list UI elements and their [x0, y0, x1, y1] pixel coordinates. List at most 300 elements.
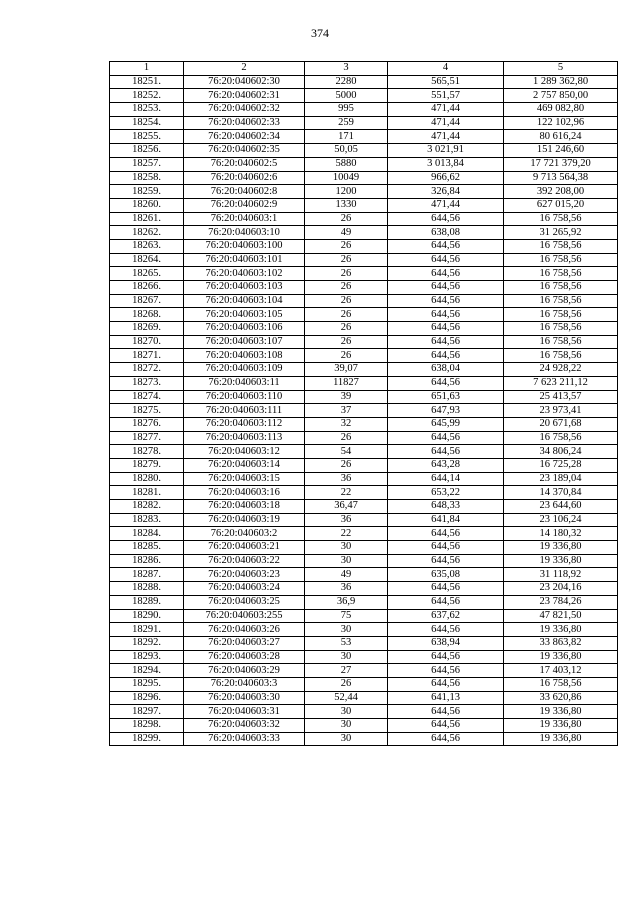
- rate-cell: 653,22: [388, 486, 504, 500]
- value-cell: 392 208,00: [504, 185, 618, 199]
- table-row: [110, 130, 618, 144]
- value-cell: 122 102,96: [504, 116, 618, 130]
- table-row: [110, 719, 618, 733]
- area-cell: 30: [305, 623, 388, 637]
- rate-cell: 644,56: [388, 705, 504, 719]
- rate-cell: 644,56: [388, 719, 504, 733]
- table-row: [110, 157, 618, 171]
- header-cell: 2: [184, 62, 305, 76]
- cadastral-number-cell: 76:20:040603:24: [184, 582, 305, 596]
- value-cell: 80 616,24: [504, 130, 618, 144]
- row-number-cell: 18275.: [110, 404, 184, 418]
- row-number-cell: 18263.: [110, 239, 184, 253]
- cadastral-number-cell: 76:20:040603:30: [184, 691, 305, 705]
- area-cell: 26: [305, 335, 388, 349]
- area-cell: 39,07: [305, 363, 388, 377]
- area-cell: 259: [305, 116, 388, 130]
- area-cell: 36: [305, 472, 388, 486]
- row-number-cell: 18293.: [110, 650, 184, 664]
- rate-cell: 644,56: [388, 527, 504, 541]
- rate-cell: 644,56: [388, 239, 504, 253]
- area-cell: 50,05: [305, 144, 388, 158]
- table-row: [110, 732, 618, 746]
- row-number-cell: 18288.: [110, 582, 184, 596]
- value-cell: 25 413,57: [504, 390, 618, 404]
- cadastral-number-cell: 76:20:040603:21: [184, 541, 305, 555]
- row-number-cell: 18260.: [110, 198, 184, 212]
- rate-cell: 644,56: [388, 267, 504, 281]
- row-number-cell: 18279.: [110, 458, 184, 472]
- row-number-cell: 18280.: [110, 472, 184, 486]
- cadastral-number-cell: 76:20:040603:107: [184, 335, 305, 349]
- value-cell: 16 758,56: [504, 281, 618, 295]
- row-number-cell: 18278.: [110, 445, 184, 459]
- rate-cell: 644,56: [388, 623, 504, 637]
- cadastral-number-cell: 76:20:040603:26: [184, 623, 305, 637]
- row-number-cell: 18273.: [110, 376, 184, 390]
- value-cell: 16 758,56: [504, 212, 618, 226]
- table-row: [110, 417, 618, 431]
- table-row: [110, 404, 618, 418]
- rate-cell: 644,56: [388, 376, 504, 390]
- cadastral-number-cell: 76:20:040603:2: [184, 527, 305, 541]
- area-cell: 52,44: [305, 691, 388, 705]
- table-row: [110, 171, 618, 185]
- rate-cell: 3 021,91: [388, 144, 504, 158]
- value-cell: 16 725,28: [504, 458, 618, 472]
- value-cell: 19 336,80: [504, 732, 618, 746]
- cadastral-number-cell: 76:20:040603:112: [184, 417, 305, 431]
- rate-cell: 644,56: [388, 650, 504, 664]
- value-cell: 33 620,86: [504, 691, 618, 705]
- row-number-cell: 18267.: [110, 294, 184, 308]
- rate-cell: 644,56: [388, 582, 504, 596]
- rate-cell: 643,28: [388, 458, 504, 472]
- table-row: [110, 89, 618, 103]
- cadastral-number-cell: 76:20:040603:11: [184, 376, 305, 390]
- value-cell: 2 757 850,00: [504, 89, 618, 103]
- value-cell: 23 973,41: [504, 404, 618, 418]
- rate-cell: 647,93: [388, 404, 504, 418]
- rate-cell: 641,13: [388, 691, 504, 705]
- row-number-cell: 18285.: [110, 541, 184, 555]
- table-row: [110, 527, 618, 541]
- cadastral-number-cell: 76:20:040603:102: [184, 267, 305, 281]
- value-cell: 19 336,80: [504, 705, 618, 719]
- area-cell: 30: [305, 719, 388, 733]
- value-cell: 16 758,56: [504, 677, 618, 691]
- rate-cell: 471,44: [388, 130, 504, 144]
- area-cell: 26: [305, 212, 388, 226]
- value-cell: 31 265,92: [504, 226, 618, 240]
- cadastral-number-cell: 76:20:040603:28: [184, 650, 305, 664]
- row-number-cell: 18269.: [110, 322, 184, 336]
- value-cell: 16 758,56: [504, 294, 618, 308]
- value-cell: 14 370,84: [504, 486, 618, 500]
- cadastral-number-cell: 76:20:040603:31: [184, 705, 305, 719]
- table-row: [110, 554, 618, 568]
- cadastral-number-cell: 76:20:040603:29: [184, 664, 305, 678]
- value-cell: 47 821,50: [504, 609, 618, 623]
- row-number-cell: 18256.: [110, 144, 184, 158]
- area-cell: 26: [305, 349, 388, 363]
- cadastral-number-cell: 76:20:040603:15: [184, 472, 305, 486]
- area-cell: 26: [305, 239, 388, 253]
- table-row: [110, 609, 618, 623]
- row-number-cell: 18252.: [110, 89, 184, 103]
- rate-cell: 644,56: [388, 732, 504, 746]
- cadastral-number-cell: 76:20:040603:101: [184, 253, 305, 267]
- row-number-cell: 18255.: [110, 130, 184, 144]
- cadastral-number-cell: 76:20:040603:25: [184, 595, 305, 609]
- row-number-cell: 18284.: [110, 527, 184, 541]
- rate-cell: 326,84: [388, 185, 504, 199]
- table-row: [110, 568, 618, 582]
- area-cell: 54: [305, 445, 388, 459]
- area-cell: 30: [305, 732, 388, 746]
- row-number-cell: 18291.: [110, 623, 184, 637]
- area-cell: 10049: [305, 171, 388, 185]
- table-row: [110, 75, 618, 89]
- cadastral-number-cell: 76:20:040603:27: [184, 636, 305, 650]
- value-cell: 16 758,56: [504, 267, 618, 281]
- row-number-cell: 18292.: [110, 636, 184, 650]
- page-number: 374: [311, 26, 329, 40]
- table-row: [110, 691, 618, 705]
- cadastral-number-cell: 76:20:040603:108: [184, 349, 305, 363]
- table-row: [110, 239, 618, 253]
- rate-cell: 471,44: [388, 198, 504, 212]
- value-cell: 7 623 211,12: [504, 376, 618, 390]
- table-row: [110, 582, 618, 596]
- row-number-cell: 18264.: [110, 253, 184, 267]
- area-cell: 30: [305, 554, 388, 568]
- row-number-cell: 18281.: [110, 486, 184, 500]
- value-cell: 24 928,22: [504, 363, 618, 377]
- value-cell: 151 246,60: [504, 144, 618, 158]
- cadastral-number-cell: 76:20:040603:104: [184, 294, 305, 308]
- area-cell: 26: [305, 267, 388, 281]
- header-cell: 3: [305, 62, 388, 76]
- row-number-cell: 18276.: [110, 417, 184, 431]
- area-cell: 30: [305, 650, 388, 664]
- table-row: [110, 486, 618, 500]
- area-cell: 1330: [305, 198, 388, 212]
- value-cell: 19 336,80: [504, 719, 618, 733]
- table-row: [110, 144, 618, 158]
- table-row: [110, 185, 618, 199]
- table-row: [110, 664, 618, 678]
- area-cell: 49: [305, 568, 388, 582]
- cadastral-number-cell: 76:20:040603:14: [184, 458, 305, 472]
- value-cell: 16 758,56: [504, 349, 618, 363]
- table-row: [110, 308, 618, 322]
- table-row: [110, 376, 618, 390]
- area-cell: 36,9: [305, 595, 388, 609]
- cadastral-number-cell: 76:20:040603:3: [184, 677, 305, 691]
- rate-cell: 638,94: [388, 636, 504, 650]
- value-cell: 16 758,56: [504, 308, 618, 322]
- cadastral-number-cell: 76:20:040603:100: [184, 239, 305, 253]
- table-row: [110, 294, 618, 308]
- table-row: [110, 226, 618, 240]
- value-cell: 627 015,20: [504, 198, 618, 212]
- area-cell: 11827: [305, 376, 388, 390]
- cadastral-number-cell: 76:20:040602:32: [184, 103, 305, 117]
- cadastral-number-cell: 76:20:040603:106: [184, 322, 305, 336]
- row-number-cell: 18290.: [110, 609, 184, 623]
- value-cell: 17 721 379,20: [504, 157, 618, 171]
- cadastral-number-cell: 76:20:040603:22: [184, 554, 305, 568]
- value-cell: 14 180,32: [504, 527, 618, 541]
- value-cell: 23 204,16: [504, 582, 618, 596]
- rate-cell: 644,56: [388, 541, 504, 555]
- row-number-cell: 18254.: [110, 116, 184, 130]
- area-cell: 2280: [305, 75, 388, 89]
- table-row: [110, 322, 618, 336]
- cadastral-number-cell: 76:20:040603:105: [184, 308, 305, 322]
- row-number-cell: 18261.: [110, 212, 184, 226]
- cadastral-number-cell: 76:20:040603:109: [184, 363, 305, 377]
- rate-cell: 635,08: [388, 568, 504, 582]
- row-number-cell: 18298.: [110, 719, 184, 733]
- table-row: [110, 349, 618, 363]
- table-row: [110, 431, 618, 445]
- rate-cell: 644,56: [388, 253, 504, 267]
- value-cell: 33 863,82: [504, 636, 618, 650]
- row-number-cell: 18262.: [110, 226, 184, 240]
- area-cell: 27: [305, 664, 388, 678]
- rate-cell: 644,56: [388, 281, 504, 295]
- row-number-cell: 18297.: [110, 705, 184, 719]
- rate-cell: 644,14: [388, 472, 504, 486]
- row-number-cell: 18271.: [110, 349, 184, 363]
- table-row: [110, 116, 618, 130]
- rate-cell: 644,56: [388, 445, 504, 459]
- rate-cell: 644,56: [388, 554, 504, 568]
- value-cell: 9 713 564,38: [504, 171, 618, 185]
- area-cell: 53: [305, 636, 388, 650]
- area-cell: 30: [305, 705, 388, 719]
- rate-cell: 471,44: [388, 103, 504, 117]
- table-row: [110, 541, 618, 555]
- row-number-cell: 18296.: [110, 691, 184, 705]
- row-number-cell: 18295.: [110, 677, 184, 691]
- area-cell: 171: [305, 130, 388, 144]
- row-number-cell: 18283.: [110, 513, 184, 527]
- value-cell: 19 336,80: [504, 623, 618, 637]
- cadastral-number-cell: 76:20:040602:8: [184, 185, 305, 199]
- value-cell: 23 644,60: [504, 500, 618, 514]
- value-cell: 1 289 362,80: [504, 75, 618, 89]
- rate-cell: 637,62: [388, 609, 504, 623]
- table-row: [110, 103, 618, 117]
- cadastral-number-cell: 76:20:040602:34: [184, 130, 305, 144]
- area-cell: 26: [305, 253, 388, 267]
- table-row: [110, 281, 618, 295]
- value-cell: 23 106,24: [504, 513, 618, 527]
- row-number-cell: 18268.: [110, 308, 184, 322]
- rate-cell: 471,44: [388, 116, 504, 130]
- rate-cell: 644,56: [388, 595, 504, 609]
- rate-cell: 648,33: [388, 500, 504, 514]
- cadastral-number-cell: 76:20:040603:12: [184, 445, 305, 459]
- rate-cell: 565,51: [388, 75, 504, 89]
- rate-cell: 644,56: [388, 212, 504, 226]
- row-number-cell: 18265.: [110, 267, 184, 281]
- area-cell: 37: [305, 404, 388, 418]
- table-body: [110, 75, 618, 746]
- row-number-cell: 18251.: [110, 75, 184, 89]
- table-row: [110, 390, 618, 404]
- cadastral-number-cell: 76:20:040603:32: [184, 719, 305, 733]
- rate-cell: 638,04: [388, 363, 504, 377]
- table-row: [110, 623, 618, 637]
- rate-cell: 651,63: [388, 390, 504, 404]
- area-cell: 26: [305, 281, 388, 295]
- rate-cell: 966,62: [388, 171, 504, 185]
- table-row: [110, 595, 618, 609]
- area-cell: 26: [305, 431, 388, 445]
- area-cell: 75: [305, 609, 388, 623]
- value-cell: 469 082,80: [504, 103, 618, 117]
- table-row: [110, 212, 618, 226]
- cadastral-number-cell: 76:20:040602:31: [184, 89, 305, 103]
- value-cell: 34 806,24: [504, 445, 618, 459]
- registry-table: [109, 61, 618, 746]
- area-cell: 26: [305, 294, 388, 308]
- area-cell: 5000: [305, 89, 388, 103]
- area-cell: 39: [305, 390, 388, 404]
- area-cell: 26: [305, 458, 388, 472]
- cadastral-number-cell: 76:20:040603:103: [184, 281, 305, 295]
- table-row: [110, 445, 618, 459]
- area-cell: 32: [305, 417, 388, 431]
- value-cell: 19 336,80: [504, 650, 618, 664]
- table-row: [110, 267, 618, 281]
- cadastral-number-cell: 76:20:040603:33: [184, 732, 305, 746]
- cadastral-number-cell: 76:20:040603:110: [184, 390, 305, 404]
- area-cell: 995: [305, 103, 388, 117]
- table-row: [110, 458, 618, 472]
- area-cell: 22: [305, 486, 388, 500]
- value-cell: 31 118,92: [504, 568, 618, 582]
- area-cell: 30: [305, 541, 388, 555]
- cadastral-number-cell: 76:20:040603:111: [184, 404, 305, 418]
- rate-cell: 638,08: [388, 226, 504, 240]
- rate-cell: 645,99: [388, 417, 504, 431]
- value-cell: 16 758,56: [504, 253, 618, 267]
- row-number-cell: 18272.: [110, 363, 184, 377]
- cadastral-number-cell: 76:20:040602:35: [184, 144, 305, 158]
- cadastral-number-cell: 76:20:040603:113: [184, 431, 305, 445]
- cadastral-number-cell: 76:20:040603:10: [184, 226, 305, 240]
- value-cell: 16 758,56: [504, 431, 618, 445]
- cadastral-number-cell: 76:20:040603:23: [184, 568, 305, 582]
- row-number-cell: 18274.: [110, 390, 184, 404]
- rate-cell: 644,56: [388, 664, 504, 678]
- area-cell: 49: [305, 226, 388, 240]
- table-row: [110, 677, 618, 691]
- cadastral-number-cell: 76:20:040603:19: [184, 513, 305, 527]
- rate-cell: 644,56: [388, 322, 504, 336]
- table-row: [110, 335, 618, 349]
- area-cell: 5880: [305, 157, 388, 171]
- value-cell: 17 403,12: [504, 664, 618, 678]
- rate-cell: 644,56: [388, 308, 504, 322]
- table-row: [110, 472, 618, 486]
- row-number-cell: 18266.: [110, 281, 184, 295]
- row-number-cell: 18299.: [110, 732, 184, 746]
- table-row: [110, 650, 618, 664]
- rate-cell: 641,84: [388, 513, 504, 527]
- rate-cell: 3 013,84: [388, 157, 504, 171]
- row-number-cell: 18277.: [110, 431, 184, 445]
- cadastral-number-cell: 76:20:040603:255: [184, 609, 305, 623]
- rate-cell: 644,56: [388, 677, 504, 691]
- row-number-cell: 18257.: [110, 157, 184, 171]
- area-cell: 26: [305, 308, 388, 322]
- row-number-cell: 18282.: [110, 500, 184, 514]
- value-cell: 20 671,68: [504, 417, 618, 431]
- row-number-cell: 18286.: [110, 554, 184, 568]
- row-number-cell: 18270.: [110, 335, 184, 349]
- value-cell: 19 336,80: [504, 541, 618, 555]
- cadastral-number-cell: 76:20:040603:16: [184, 486, 305, 500]
- table-row: [110, 198, 618, 212]
- value-cell: 16 758,56: [504, 322, 618, 336]
- table-row: [110, 705, 618, 719]
- value-cell: 23 189,04: [504, 472, 618, 486]
- rate-cell: 644,56: [388, 294, 504, 308]
- value-cell: 16 758,56: [504, 239, 618, 253]
- area-cell: 26: [305, 322, 388, 336]
- row-number-cell: 18258.: [110, 171, 184, 185]
- table-row: [110, 253, 618, 267]
- rate-cell: 644,56: [388, 431, 504, 445]
- rate-cell: 551,57: [388, 89, 504, 103]
- row-number-cell: 18294.: [110, 664, 184, 678]
- header-cell: 5: [504, 62, 618, 76]
- value-cell: 16 758,56: [504, 335, 618, 349]
- cadastral-number-cell: 76:20:040602:33: [184, 116, 305, 130]
- rate-cell: 644,56: [388, 349, 504, 363]
- table-row: [110, 363, 618, 377]
- table-row: [110, 513, 618, 527]
- rate-cell: 644,56: [388, 335, 504, 349]
- value-cell: 19 336,80: [504, 554, 618, 568]
- cadastral-number-cell: 76:20:040602:5: [184, 157, 305, 171]
- cadastral-number-cell: 76:20:040602:30: [184, 75, 305, 89]
- value-cell: 23 784,26: [504, 595, 618, 609]
- table-row: [110, 636, 618, 650]
- cadastral-number-cell: 76:20:040602:6: [184, 171, 305, 185]
- row-number-cell: 18287.: [110, 568, 184, 582]
- header-row: [110, 62, 618, 76]
- table-row: [110, 500, 618, 514]
- area-cell: 36,47: [305, 500, 388, 514]
- header-cell: 1: [110, 62, 184, 76]
- cadastral-number-cell: 76:20:040603:1: [184, 212, 305, 226]
- area-cell: 36: [305, 582, 388, 596]
- cadastral-number-cell: 76:20:040603:18: [184, 500, 305, 514]
- cadastral-number-cell: 76:20:040602:9: [184, 198, 305, 212]
- row-number-cell: 18289.: [110, 595, 184, 609]
- row-number-cell: 18253.: [110, 103, 184, 117]
- area-cell: 22: [305, 527, 388, 541]
- area-cell: 1200: [305, 185, 388, 199]
- area-cell: 26: [305, 677, 388, 691]
